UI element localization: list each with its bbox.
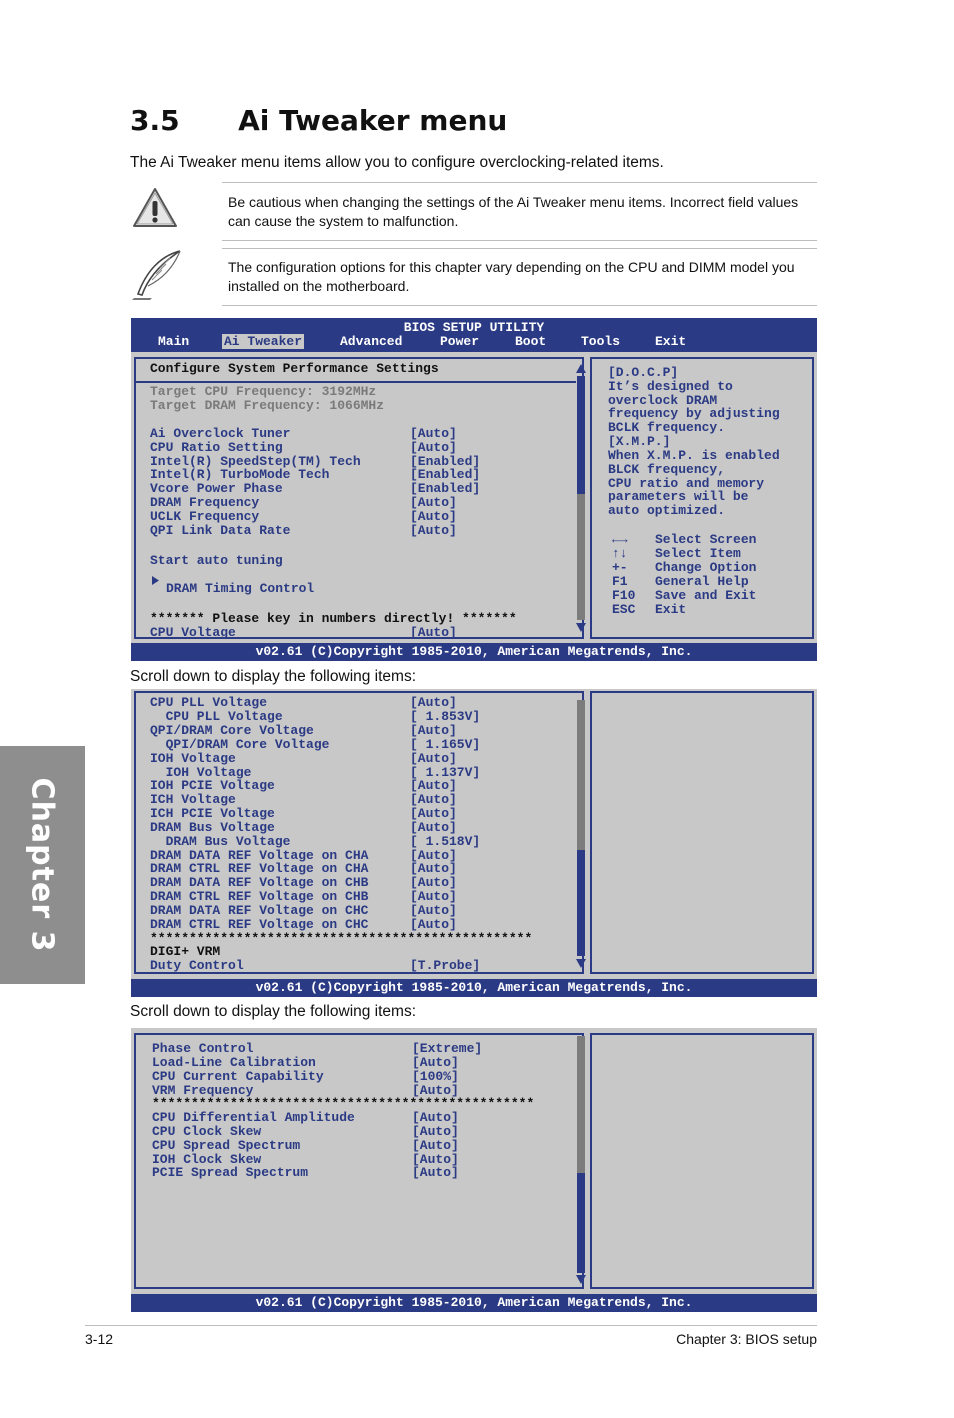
setting-cpu-ratio[interactable]: CPU Ratio Setting (150, 440, 283, 455)
setting-ioh-pcie-voltage[interactable]: IOH PCIE Voltage (150, 778, 275, 793)
chapter-footer-label: Chapter 3: BIOS setup (676, 1331, 817, 1347)
setting-value[interactable]: [Auto] (410, 495, 457, 510)
tab-exit[interactable]: Exit (655, 334, 687, 349)
scrollbar[interactable] (577, 376, 585, 620)
key-arrows-ud-icon: ↑↓ (612, 546, 628, 561)
setting-value[interactable]: [Auto] (410, 723, 457, 738)
reading-value: [ 1.137V] (410, 765, 481, 780)
note-text: The configuration options for this chapter vary depending on the CPU and DIMM model you installed on the motherboard. (228, 259, 795, 294)
setting-value[interactable]: [Auto] (410, 751, 457, 766)
setting-value[interactable]: [Enabled] (410, 454, 481, 469)
setting-dram-frequency[interactable]: DRAM Frequency (150, 495, 260, 510)
reading-ioh-voltage: IOH Voltage (150, 765, 252, 780)
scrollbar-thumb[interactable] (577, 494, 585, 620)
help-line: [D.O.C.P] (608, 365, 679, 380)
divider (222, 182, 817, 183)
settings-panel (134, 1033, 584, 1289)
setting-value[interactable]: [Auto] (410, 792, 457, 807)
setting-value[interactable]: [Enabled] (410, 481, 481, 496)
tab-power[interactable]: Power (440, 334, 480, 349)
reading-value: [ 1.518V] (410, 834, 481, 849)
footer-divider (85, 1325, 817, 1326)
setting-ioh-clock-skew[interactable]: IOH Clock Skew (152, 1152, 262, 1167)
help-panel (590, 691, 814, 974)
bios-title: BIOS SETUP UTILITY (403, 320, 545, 335)
help-line: When X.M.P. is enabled (608, 448, 780, 463)
bios-body (131, 689, 817, 979)
key-action: Select Item (655, 546, 741, 561)
setting-uclk-frequency[interactable]: UCLK Frequency (150, 509, 260, 524)
key-label: +- (612, 560, 628, 575)
scroll-down-icon[interactable] (576, 1275, 586, 1284)
divider (222, 240, 817, 241)
help-line: It’s designed to (608, 379, 733, 394)
settings-panel (134, 691, 584, 974)
reading-dram-bus-voltage: DRAM Bus Voltage (150, 834, 291, 849)
setting-cpu-current-capability[interactable]: CPU Current Capability (152, 1069, 324, 1084)
help-line: auto optimized. (608, 503, 726, 518)
bios-body (131, 352, 817, 643)
setting-value[interactable]: [Auto] (412, 1152, 459, 1167)
setting-value[interactable]: [Auto] (410, 917, 457, 932)
setting-cpu-clock-skew[interactable]: CPU Clock Skew (152, 1124, 262, 1139)
bios-screen-vrm (131, 1028, 817, 1312)
start-auto-tuning[interactable]: Start auto tuning (150, 553, 283, 568)
setting-value[interactable]: [Auto] (410, 848, 457, 863)
help-line: parameters will be (608, 489, 749, 504)
setting-value[interactable]: [Auto] (410, 523, 457, 538)
setting-dram-ctrl-ref-cha[interactable]: DRAM CTRL REF Voltage on CHA (150, 861, 369, 876)
scroll-note: Scroll down to display the following items: (130, 668, 417, 685)
tab-main[interactable]: Main (158, 334, 190, 349)
separator-line: ************************************************* (152, 1096, 535, 1111)
help-line: CPU ratio and memory (608, 476, 765, 491)
setting-ioh-voltage[interactable]: IOH Voltage (150, 751, 236, 766)
key-action: Exit (655, 602, 687, 617)
setting-value[interactable]: [Extreme] (412, 1041, 483, 1056)
bios-body (131, 1028, 817, 1294)
setting-value[interactable]: [Enabled] (410, 467, 481, 482)
key-label: F10 (612, 588, 636, 603)
setting-value[interactable]: [Auto] (410, 509, 457, 524)
setting-cpu-pll-voltage[interactable]: CPU PLL Voltage (150, 695, 268, 710)
setting-ich-voltage[interactable]: ICH Voltage (150, 792, 236, 807)
setting-value[interactable]: [Auto] (410, 625, 457, 640)
bios-footer: v02.61 (C)Copyright 1985-2010, American Megatrends, Inc. (131, 643, 817, 661)
setting-value[interactable]: [Auto] (412, 1083, 459, 1098)
separator-line: ************************************************* (150, 931, 533, 946)
chapter-tab-label: Chapter 3 (24, 777, 60, 953)
setting-cpu-voltage[interactable]: CPU Voltage (150, 625, 236, 640)
intro-text: The Ai Tweaker menu items allow you to configure overclocking-related items. (130, 154, 664, 171)
scroll-note: Scroll down to display the following items: (130, 1003, 417, 1020)
setting-value[interactable]: [Auto] (412, 1055, 459, 1070)
key-action: Save and Exit (655, 588, 757, 603)
bios-screen-main (131, 318, 817, 661)
setting-pcie-spread-spectrum[interactable]: PCIE Spread Spectrum (152, 1165, 309, 1180)
setting-dram-ctrl-ref-chb[interactable]: DRAM CTRL REF Voltage on CHB (150, 889, 369, 904)
key-arrows-lr-icon: ←→ (612, 532, 628, 547)
setting-dram-ctrl-ref-chc[interactable]: DRAM CTRL REF Voltage on CHC (150, 917, 369, 932)
target-dram-frequency: Target DRAM Frequency: 1066MHz (150, 398, 385, 413)
help-panel (590, 1033, 814, 1289)
help-line: overclock DRAM (608, 393, 718, 408)
help-line: [X.M.P.] (608, 434, 671, 449)
key-label: ESC (612, 602, 636, 617)
setting-value[interactable]: [Auto] (410, 875, 457, 890)
setting-value[interactable]: [Auto] (412, 1124, 459, 1139)
setting-vcore-power-phase[interactable]: Vcore Power Phase (150, 481, 283, 496)
setting-value[interactable]: [Auto] (410, 861, 457, 876)
setting-value[interactable]: [Auto] (410, 440, 457, 455)
bios-footer: v02.61 (C)Copyright 1985-2010, American Megatrends, Inc. (131, 1294, 817, 1312)
setting-speedstep[interactable]: Intel(R) SpeedStep(TM) Tech (150, 454, 361, 469)
reading-value: [ 1.165V] (410, 737, 481, 752)
setting-phase-control[interactable]: Phase Control (152, 1041, 254, 1056)
warning-icon (131, 186, 179, 230)
scrollbar[interactable] (577, 700, 585, 956)
setting-vrm-frequency[interactable]: VRM Frequency (152, 1083, 254, 1098)
setting-value[interactable]: [100%] (412, 1069, 459, 1084)
setting-value[interactable]: [Auto] (410, 806, 457, 821)
setting-dram-data-ref-cha[interactable]: DRAM DATA REF Voltage on CHA (150, 848, 369, 863)
tab-boot[interactable]: Boot (515, 334, 547, 349)
section-title: 3.5 Ai Tweaker menu (130, 104, 508, 137)
setting-turbomode[interactable]: Intel(R) TurboMode Tech (150, 467, 330, 482)
setting-cpu-differential-amplitude[interactable]: CPU Differential Amplitude (152, 1110, 355, 1125)
setting-value[interactable]: [Auto] (412, 1110, 459, 1125)
divider (222, 248, 817, 249)
reading-value: [ 1.853V] (410, 709, 481, 724)
setting-ai-overclock-tuner[interactable]: Ai Overclock Tuner (150, 426, 291, 441)
setting-load-line-calibration[interactable]: Load-Line Calibration (152, 1055, 316, 1070)
chapter-tab (0, 746, 85, 984)
tab-advanced[interactable]: Advanced (340, 334, 403, 349)
setting-value[interactable]: [Auto] (410, 889, 457, 904)
key-label: F1 (612, 574, 628, 589)
help-line: BCLK frequency. (608, 420, 726, 435)
help-line: BLCK frequency, (608, 462, 726, 477)
digi-vrm-heading: DIGI+ VRM (150, 944, 221, 959)
setting-value[interactable]: [Auto] (410, 695, 457, 710)
caution-text: Be cautious when changing the settings of the Ai Tweaker menu items. Incorrect field values can cause the system to malfunction. (228, 194, 799, 229)
key-in-note: ******* Please key in numbers directly! ******* (150, 611, 517, 626)
scroll-down-icon[interactable] (576, 959, 586, 968)
setting-value[interactable]: [Auto] (412, 1165, 459, 1180)
scroll-up-icon[interactable] (576, 364, 586, 373)
bios-menu-bar (131, 318, 817, 352)
setting-value[interactable]: [Auto] (410, 903, 457, 918)
tab-tools[interactable]: Tools (581, 334, 621, 349)
setting-value[interactable]: [Auto] (410, 820, 457, 835)
bios-screen-voltages (131, 689, 817, 997)
setting-qpi-link-data-rate[interactable]: QPI Link Data Rate (150, 523, 291, 538)
setting-dram-data-ref-chc[interactable]: DRAM DATA REF Voltage on CHC (150, 903, 369, 918)
reading-qpi-dram-core-voltage: QPI/DRAM Core Voltage (150, 737, 330, 752)
scrollbar-thumb[interactable] (577, 1036, 585, 1173)
key-action: Change Option (655, 560, 757, 575)
setting-dram-bus-voltage[interactable]: DRAM Bus Voltage (150, 820, 275, 835)
setting-value[interactable]: [Auto] (410, 778, 457, 793)
help-panel (590, 357, 814, 639)
scroll-down-icon[interactable] (576, 623, 586, 632)
settings-panel (134, 357, 584, 639)
scrollbar[interactable] (577, 1036, 585, 1273)
panel-header: Configure System Performance Settings (150, 361, 439, 376)
submenu-dram-timing-control[interactable]: DRAM Timing Control (166, 581, 315, 596)
setting-ich-pcie-voltage[interactable]: ICH PCIE Voltage (150, 806, 275, 821)
setting-dram-data-ref-chb[interactable]: DRAM DATA REF Voltage on CHB (150, 875, 369, 890)
setting-duty-control[interactable]: Duty Control (150, 958, 244, 973)
note-quill-icon (130, 248, 186, 302)
setting-value[interactable]: [Auto] (410, 426, 457, 441)
target-cpu-frequency: Target CPU Frequency: 3192MHz (150, 384, 377, 399)
submenu-arrow-icon (151, 575, 160, 586)
scrollbar-thumb[interactable] (577, 700, 585, 850)
setting-qpi-dram-core-voltage[interactable]: QPI/DRAM Core Voltage (150, 723, 314, 738)
tab-ai-tweaker[interactable]: Ai Tweaker (224, 334, 303, 349)
bios-footer: v02.61 (C)Copyright 1985-2010, American Megatrends, Inc. (131, 979, 817, 997)
key-action: Select Screen (655, 532, 757, 547)
reading-cpu-pll-voltage: CPU PLL Voltage (150, 709, 283, 724)
setting-value[interactable]: [T.Probe] (410, 958, 481, 973)
setting-value[interactable]: [Auto] (412, 1138, 459, 1153)
key-action: General Help (655, 574, 749, 589)
setting-cpu-spread-spectrum[interactable]: CPU Spread Spectrum (152, 1138, 301, 1153)
page-number: 3-12 (85, 1331, 114, 1347)
divider (222, 305, 817, 306)
help-line: frequency by adjusting (608, 406, 780, 421)
